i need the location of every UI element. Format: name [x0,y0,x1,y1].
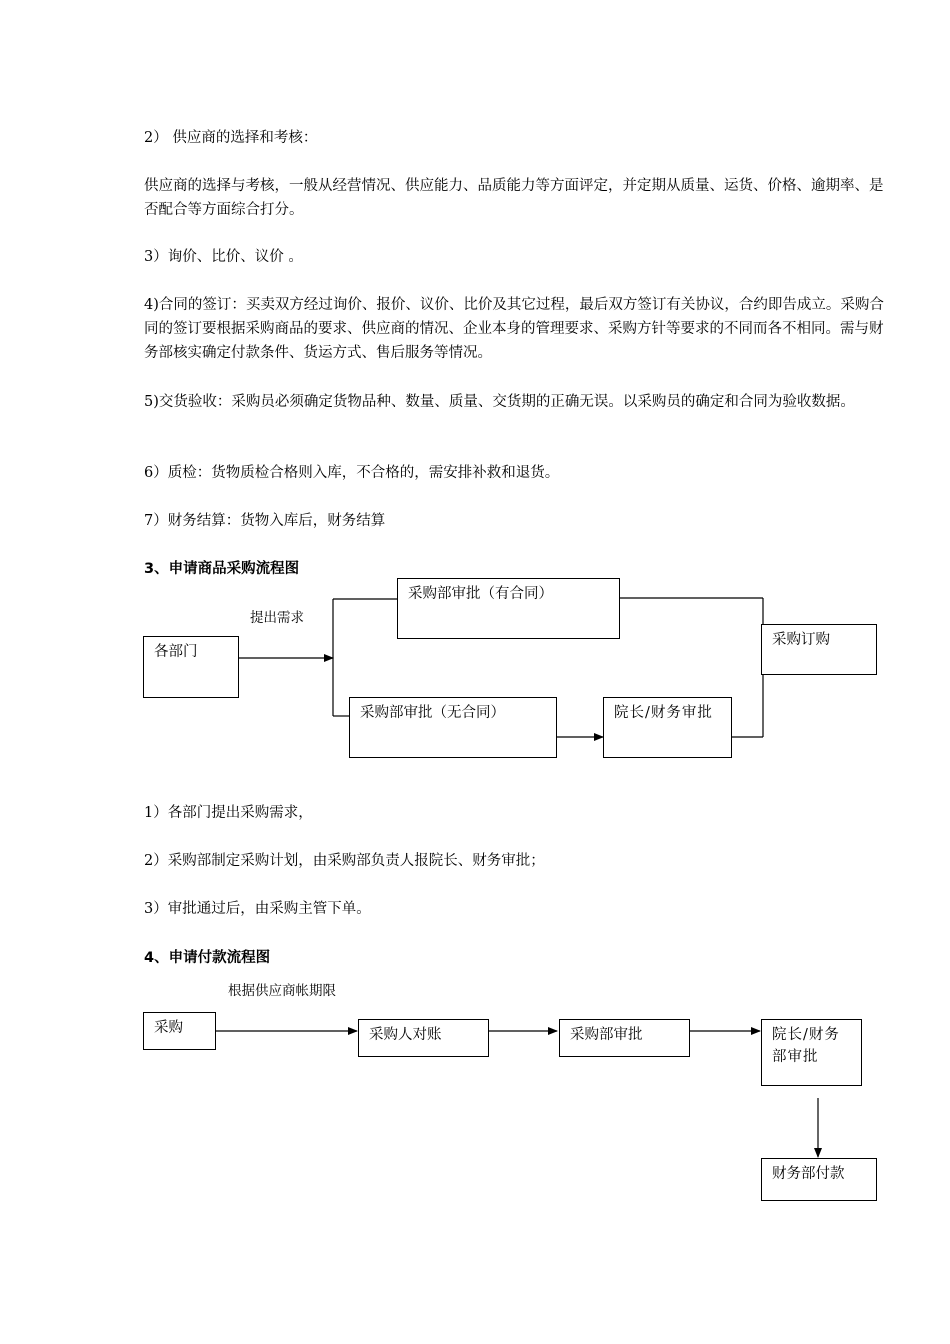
box-dept-approve: 采购部审批 [559,1019,690,1057]
paragraph-settlement: 7）财务结算：货物入库后，财务结算 [144,513,386,529]
label-payment-terms: 根据供应商帐期限 [228,983,336,999]
paragraph-quality-check: 6）质检：货物质检合格则入库，不合格的，需安排补救和退货。 [144,465,560,481]
box-approve-without-contract: 采购部审批（无合同） [349,697,557,758]
box-dean-finance-approve: 院长/财务审批 [603,697,732,758]
box-departments: 各部门 [143,636,239,698]
box-finance-payment: 财务部付款 [761,1158,877,1201]
paragraph-supplier-eval: 供应商的选择与考核，一般从经营情况、供应能力、品质能力等方面评定，并定期从质量、运货、价格、逾期率、是否配合等方面综合打分。 [144,178,884,218]
section3-heading: 3、申请商品采购流程图 [144,561,300,577]
box-purchase-order: 采购订购 [761,624,877,675]
paragraph-acceptance: 5)交货验收：采购员必须确定货物品种、数量、质量、交货期的正确无误。以采购员的确定和合同为验收数据。 [144,394,855,410]
paragraph-supplier-title: 2） 供应商的选择和考核： [144,130,318,146]
box-reconcile: 采购人对账 [358,1019,489,1057]
box-dean-finance-dept-approve: 院长/财务部审批 [761,1019,862,1086]
label-request: 提出需求 [250,610,304,626]
step-2: 2）采购部制定采购计划，由采购部负责人报院长、财务审批； [144,853,545,869]
paragraph-contract: 4)合同的签订：买卖双方经过询价、报价、议价、比价及其它过程，最后双方签订有关协议，合约即告成立。采购合同的签订要根据采购商品的要求、供应商的情况、企业本身的管理要求、采购方针等要求的不同而各不相同。需与财务部核实确定付款条件、货运方式、售后服务等情况。 [144,297,884,361]
step-1: 1）各部门提出采购需求， [144,805,313,821]
box-approve-with-contract: 采购部审批（有合同） [397,578,620,639]
step-3: 3）审批通过后，由采购主管下单。 [144,901,371,917]
section4-heading: 4、申请付款流程图 [144,950,271,966]
paragraph-inquiry: 3）询价、比价、议价 。 [144,249,303,265]
box-purchase: 采购 [143,1012,216,1050]
